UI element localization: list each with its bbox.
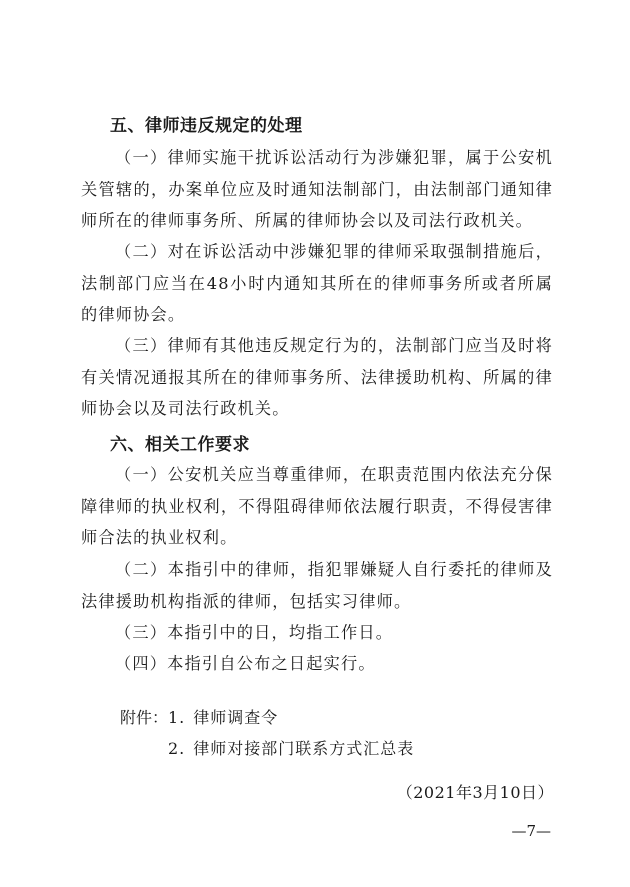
paragraph: （二）本指引中的律师，指犯罪嫌疑人自行委托的律师及法律援助机构指派的律师，包括实习律师。 bbox=[81, 560, 553, 611]
paragraph: （二）对在诉讼活动中涉嫌犯罪的律师采取强制措施后，法制部门应当在48小时内通知其所在的律师事务所或者所属的律师协会。 bbox=[81, 242, 553, 324]
page-number: —7— bbox=[511, 822, 551, 840]
section-heading: 五、律师违反规定的处理 bbox=[110, 116, 303, 136]
attachment-title: 律师对接部门联系方式汇总表 bbox=[193, 739, 415, 758]
section-heading: 六、相关工作要求 bbox=[110, 435, 250, 455]
attachment-number: 2. bbox=[168, 739, 186, 758]
attachment-item bbox=[168, 736, 414, 759]
document-date: （2021年3月10日） bbox=[396, 783, 554, 802]
attachment-title: 律师调查令 bbox=[193, 708, 279, 727]
paragraph: （三）本指引中的日，均指工作日。 bbox=[115, 623, 394, 642]
attachments-label: 附件： bbox=[120, 708, 169, 727]
paragraph: （一）律师实施干扰诉讼活动行为涉嫌犯罪，属于公安机关管辖的，办案单位应及时通知法制部门，由法制部门通知律师所在的律师事务所、所属的律师协会以及司法行政机关。 bbox=[81, 148, 553, 230]
paragraph: （四）本指引自公布之日起实行。 bbox=[115, 654, 376, 673]
attachment-item bbox=[168, 705, 278, 728]
attachment-number: 1. bbox=[168, 708, 186, 727]
paragraph: （三）律师有其他违反规定行为的，法制部门应当及时将有关情况通报其所在的律师事务所、法律援助机构、所属的律师协会以及司法行政机关。 bbox=[81, 336, 553, 418]
paragraph: （一）公安机关应当尊重律师，在职责范围内依法充分保障律师的执业权利，不得阻碍律师依法履行职责，不得侵害律师合法的执业权利。 bbox=[81, 465, 553, 547]
